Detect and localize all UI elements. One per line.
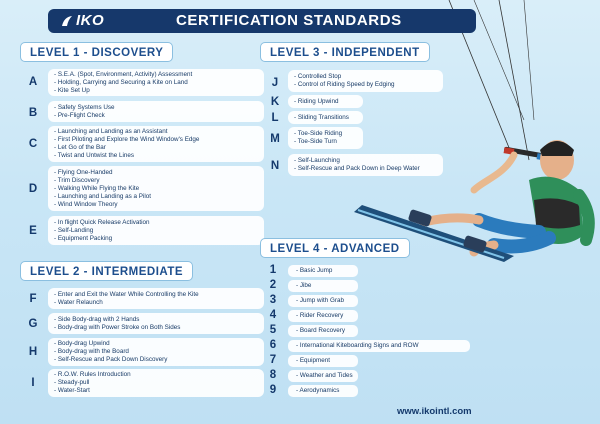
level-1-row-b <box>20 101 46 125</box>
level-4-number: 3 <box>269 294 277 306</box>
level-4-card-7: - Equipment <box>288 355 358 367</box>
row-letter: F <box>29 293 37 305</box>
header-bar <box>48 9 476 33</box>
level-4-card-8: - Weather and Tides <box>288 370 358 382</box>
skill-item: - Launching and Landing as an Assistant <box>54 128 258 136</box>
row-letter: N <box>270 160 280 172</box>
skill-item: - Enter and Exit the Water While Controlling the Kite <box>54 291 258 299</box>
level-4-card-2: - Jibe <box>288 280 358 292</box>
level-2-card-f <box>48 288 264 309</box>
skill-item: - Equipment Packing <box>54 235 258 243</box>
row-letter: K <box>270 96 280 108</box>
skill-item: - First Piloting and Explore the Wind Window's Edge <box>54 136 258 144</box>
skill-item: - Holding, Carrying and Securing a Kite on Land <box>54 79 258 87</box>
level-2-row-h <box>20 340 46 364</box>
level-3-card-k <box>288 95 363 108</box>
skill-item: - Pre-Flight Check <box>54 112 258 120</box>
level-4-number: 2 <box>269 279 277 291</box>
skill-item: - Control of Riding Speed by Edging <box>294 81 437 89</box>
row-letter: G <box>28 318 38 330</box>
level-3-title: LEVEL 3 - INDEPENDENT <box>260 42 430 62</box>
skill-item: - Steady-pull <box>54 379 258 387</box>
level-2-title: LEVEL 2 - INTERMEDIATE <box>20 261 193 281</box>
skill-item: - Riding Upwind <box>294 98 357 106</box>
row-letter: H <box>28 346 38 358</box>
skill-item: - Body-drag Upwind <box>54 340 258 348</box>
level-1-row-a <box>20 70 46 94</box>
skill-item: - Toe-Side Riding <box>294 130 357 138</box>
website-url: www.ikointl.com <box>397 406 472 417</box>
level-3-row-m <box>262 127 288 151</box>
skill-item: - Body-drag with Power Stroke on Both Sides <box>54 324 258 332</box>
level-4-card-5: - Board Recovery <box>288 325 358 337</box>
level-3-card-m <box>288 127 363 149</box>
kite-logo-icon <box>60 14 74 28</box>
row-letter: A <box>28 76 38 88</box>
row-letter: B <box>28 107 38 119</box>
skill-item: - Kite Set Up <box>54 87 258 95</box>
level-2-card-g <box>48 313 264 334</box>
level-1-card-c <box>48 126 264 162</box>
skill-item: - Safety Systems Use <box>54 104 258 112</box>
row-letter: C <box>28 138 38 150</box>
skill-item: - Water-Start <box>54 387 258 395</box>
level-1-card-d <box>48 166 264 211</box>
level-3-card-l <box>288 111 363 124</box>
level-4-card-6: - International Kiteboarding Signs and ROW <box>288 340 470 352</box>
level-4-card-9: - Aerodynamics <box>288 385 358 397</box>
row-letter: J <box>271 77 279 89</box>
level-1-card-a <box>48 69 264 96</box>
row-letter: I <box>31 377 35 389</box>
skill-item: - S.E.A. (Spot, Environment, Activity) Assessment <box>54 71 258 79</box>
row-letter: D <box>28 183 38 195</box>
level-4-number: 9 <box>269 384 277 396</box>
level-4-number: 4 <box>269 309 277 321</box>
level-1-title: LEVEL 1 - DISCOVERY <box>20 42 173 62</box>
skill-item: - Twist and Untwist the Lines <box>54 152 258 160</box>
level-3-row-n <box>262 154 288 178</box>
skill-item: - Self-Rescue and Pack Down in Deep Water <box>294 165 437 173</box>
skill-item: - Let Go of the Bar <box>54 144 258 152</box>
level-2-row-g <box>20 312 46 336</box>
level-4-number: 1 <box>269 264 277 276</box>
skill-item: - Toe-Side Turn <box>294 138 357 146</box>
level-3-card-n <box>288 154 443 176</box>
level-4-card-4: - Rider Recovery <box>288 310 358 322</box>
logo-text: IKO <box>76 12 105 29</box>
level-2-row-f <box>20 287 46 311</box>
skill-item: - Self-Landing <box>54 227 258 235</box>
level-3-card-j <box>288 70 443 92</box>
level-1-card-e <box>48 216 264 245</box>
row-letter: L <box>271 112 279 124</box>
skill-item: - Trim Discovery <box>54 177 258 185</box>
skill-item: - Body-drag with the Board <box>54 348 258 356</box>
level-4-card-3: - Jump with Grab <box>288 295 358 307</box>
skill-item: - Sliding Transitions <box>294 114 357 122</box>
iko-logo <box>60 12 104 29</box>
skill-item: - Controlled Stop <box>294 73 437 81</box>
skill-item: - Self-Rescue and Pack Down Discovery <box>54 356 258 364</box>
skill-item: - Side Body-drag with 2 Hands <box>54 316 258 324</box>
skill-item: - In flight Quick Release Activation <box>54 219 258 227</box>
skill-item: - Walking While Flying the Kite <box>54 185 258 193</box>
skill-item: - Launching and Landing as a Pilot <box>54 193 258 201</box>
skill-item: - R.O.W. Rules Introduction <box>54 371 258 379</box>
level-4-title: LEVEL 4 - ADVANCED <box>260 238 410 258</box>
row-letter: M <box>270 133 280 145</box>
level-4-number: 8 <box>269 369 277 381</box>
level-2-row-i <box>20 371 46 395</box>
skill-item: - Self-Launching <box>294 157 437 165</box>
row-letter: E <box>29 225 37 237</box>
skill-item: - Water Relaunch <box>54 299 258 307</box>
level-1-card-b <box>48 101 264 122</box>
level-4-number: 5 <box>269 324 277 336</box>
level-4-number: 7 <box>269 354 277 366</box>
level-1-row-c <box>20 132 46 156</box>
level-2-card-h <box>48 338 264 366</box>
level-1-row-d <box>20 177 46 201</box>
level-2-card-i <box>48 369 264 397</box>
level-4-number: 6 <box>269 339 277 351</box>
page-title: CERTIFICATION STANDARDS <box>176 12 402 29</box>
skill-item: - Flying One-Handed <box>54 169 258 177</box>
skill-item: - Wind Window Theory <box>54 201 258 209</box>
level-4-card-1: - Basic Jump <box>288 265 358 277</box>
level-1-row-e <box>20 219 46 243</box>
